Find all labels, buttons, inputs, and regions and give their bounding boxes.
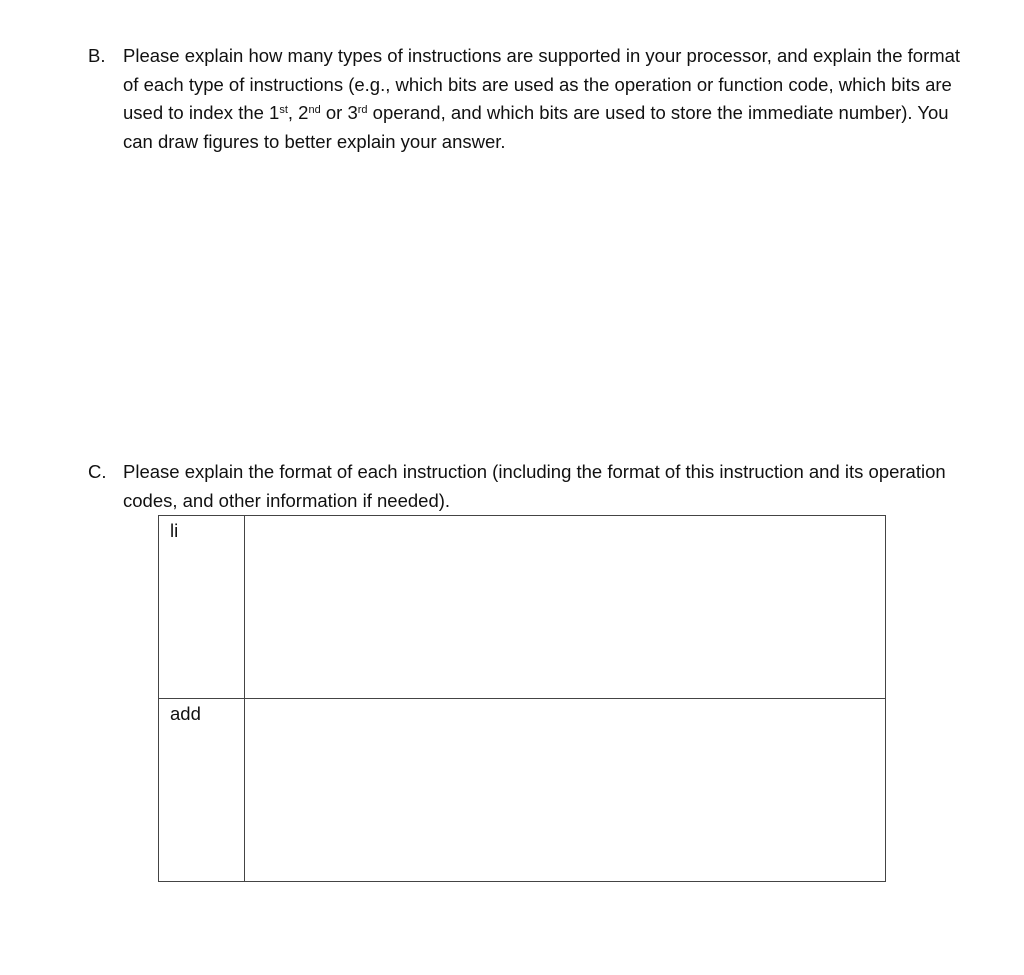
- instruction-name-cell: li: [159, 516, 245, 699]
- question-b-text-part-4: operand, and which bits are used to store the immediate number). You can draw figures to better explain your answer.: [123, 102, 949, 152]
- question-b-text: [123, 42, 968, 156]
- question-b-text-part-2: , 2: [287, 102, 309, 123]
- table-row: [159, 699, 886, 882]
- table-row: [159, 516, 886, 699]
- first-superscript: st: [279, 104, 288, 116]
- question-c: [88, 458, 968, 515]
- instruction-answer-cell[interactable]: [245, 516, 886, 699]
- second-superscript: nd: [308, 104, 321, 116]
- question-b-label: B.: [88, 45, 106, 66]
- instruction-name-cell: add: [159, 699, 245, 882]
- question-b-text-part-3: or 3: [320, 102, 358, 123]
- question-b-text-part-1: Please explain how many types of instructions are supported in your processor, and explain the format of each type of instructions (e.g., which bits are used as the operation or function code, which bits are used to index the 1: [123, 45, 961, 123]
- instruction-answer-cell[interactable]: [245, 699, 886, 882]
- question-c-label: C.: [88, 461, 107, 482]
- instruction-format-table: [158, 515, 886, 882]
- third-superscript: rd: [357, 104, 368, 116]
- question-b: [88, 42, 968, 156]
- question-c-text: Please explain the format of each instruction (including the format of this instruction and its operation codes, and other information if needed).: [123, 461, 946, 511]
